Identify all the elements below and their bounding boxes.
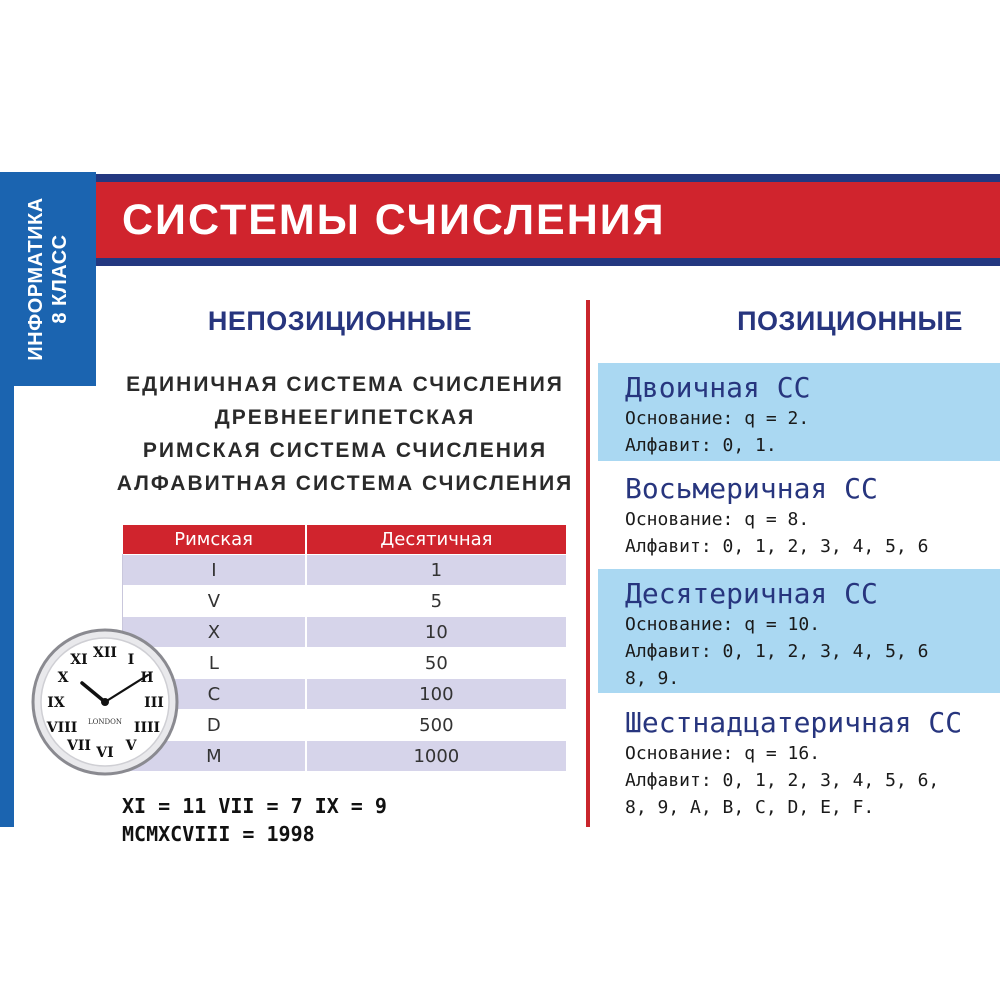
system-item: АЛФАВИТНАЯ СИСТЕМА СЧИСЛЕНИЯ — [116, 472, 574, 495]
side-tab-text — [24, 197, 72, 360]
card-alphabet: Алфавит: 0, 1, 2, 3, 4, 5, 6, — [625, 770, 940, 791]
roman-cell: V — [123, 586, 306, 617]
poster — [0, 172, 1000, 846]
card-title: Восьмеричная СС — [625, 472, 878, 505]
card-alphabet: Алфавит: 0, 1. — [625, 435, 777, 456]
table-row — [123, 679, 567, 710]
table-row — [123, 555, 567, 586]
clock-icon — [30, 627, 180, 777]
roman-cell: X — [123, 617, 306, 648]
svg-text:XII: XII — [93, 645, 117, 661]
card-decimal — [598, 569, 1000, 693]
roman-numerals-table — [122, 525, 566, 771]
card-base: Основание: q = 8. — [625, 509, 810, 530]
card-alphabet-cont: 8, 9. — [625, 668, 680, 689]
roman-cell: I — [123, 555, 306, 586]
card-binary — [598, 363, 1000, 461]
svg-text:IIII: IIII — [133, 720, 161, 736]
table-row — [123, 710, 567, 741]
card-base: Основание: q = 2. — [625, 408, 810, 429]
column-header-roman: Римская — [123, 525, 306, 555]
roman-examples — [122, 792, 387, 848]
side-tab-grade: 8 КЛАСС — [49, 234, 71, 324]
system-item: ДРЕВНЕЕГИПЕТСКАЯ — [214, 406, 476, 429]
svg-text:III: III — [144, 695, 164, 711]
card-title: Шестнадцатеричная СС — [625, 706, 963, 739]
header-band-bottom — [96, 258, 1000, 266]
system-item: ЕДИНИЧНАЯ СИСТЕМА СЧИСЛЕНИЯ — [126, 373, 564, 396]
table-header-row — [123, 525, 567, 555]
decimal-cell: 10 — [306, 617, 566, 648]
svg-text:V: V — [125, 738, 137, 754]
clock-brand: LONDON — [88, 718, 122, 726]
svg-text:VII: VII — [67, 738, 91, 754]
table-row — [123, 648, 567, 679]
side-tab — [0, 172, 96, 386]
table-row — [123, 617, 567, 648]
card-base: Основание: q = 10. — [625, 614, 821, 635]
page-title: СИСТЕМЫ СЧИСЛЕНИЯ — [122, 196, 666, 244]
positional-heading: ПОЗИЦИОННЫЕ — [737, 306, 963, 336]
example-line: XI = 11 VII = 7 IX = 9 — [122, 794, 387, 818]
card-title: Двоичная СС — [625, 371, 811, 404]
svg-text:VIII: VIII — [46, 720, 78, 736]
decimal-cell: 50 — [306, 648, 566, 679]
header-band-top — [96, 174, 1000, 182]
column-divider — [586, 300, 590, 827]
svg-text:VI: VI — [96, 745, 114, 761]
roman-cell: M — [123, 741, 306, 772]
svg-text:X: X — [57, 670, 69, 686]
nonpositional-heading: НЕПОЗИЦИОННЫЕ — [207, 306, 473, 336]
table-row — [123, 741, 567, 772]
roman-cell: D — [123, 710, 306, 741]
card-alphabet: Алфавит: 0, 1, 2, 3, 4, 5, 6 — [625, 536, 929, 557]
svg-text:IX: IX — [47, 695, 65, 711]
column-header-decimal: Десятичная — [306, 525, 566, 555]
decimal-cell: 500 — [306, 710, 566, 741]
card-octal — [598, 472, 1000, 564]
side-tab-subject: ИНФОРМАТИКА — [25, 197, 47, 361]
decimal-cell: 100 — [306, 679, 566, 710]
clock-center — [101, 698, 109, 706]
table-row — [123, 586, 567, 617]
roman-cell: C — [123, 679, 306, 710]
decimal-cell: 1000 — [306, 741, 566, 772]
card-base: Основание: q = 16. — [625, 743, 821, 764]
card-alphabet: Алфавит: 0, 1, 2, 3, 4, 5, 6 — [625, 641, 929, 662]
svg-text:I: I — [127, 652, 135, 668]
nonpositional-systems-list — [110, 368, 580, 500]
svg-text:XI: XI — [70, 652, 88, 668]
side-strip — [0, 386, 14, 827]
decimal-cell: 5 — [306, 586, 566, 617]
svg-text:II: II — [140, 670, 154, 686]
example-line: MCMXCVIII = 1998 — [122, 822, 315, 846]
decimal-cell: 1 — [306, 555, 566, 586]
system-item: РИМСКАЯ СИСТЕМА СЧИСЛЕНИЯ — [142, 439, 548, 462]
card-alphabet-cont: 8, 9, A, B, C, D, E, F. — [625, 797, 875, 818]
roman-cell: L — [123, 648, 306, 679]
card-title: Десятеричная СС — [625, 577, 878, 610]
card-hexadecimal — [598, 706, 1000, 827]
